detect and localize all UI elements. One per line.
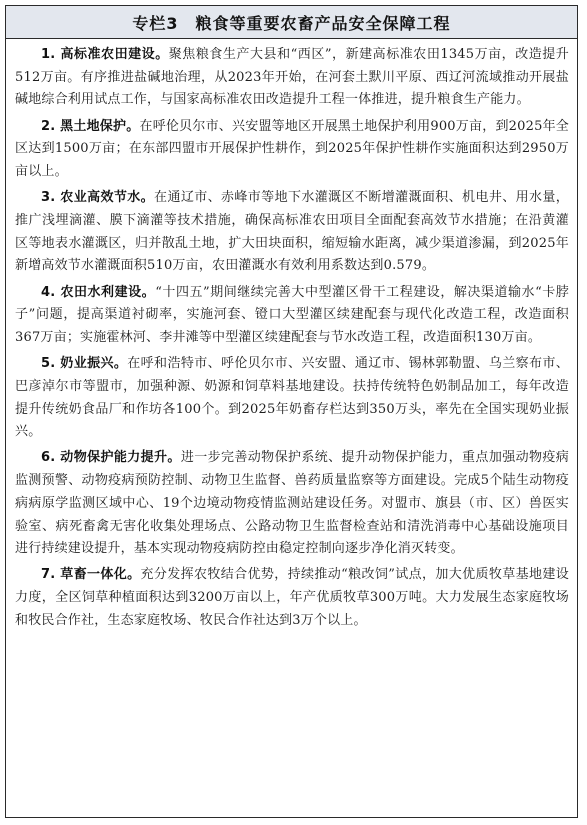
item-text: 在通辽市、赤峰市等地下水灌溉区不断增灌溉面积、机电井、用水量，推广浅埋滴灌、膜下滴灌等技术措施，确保高标准农田项目全面配套高效节水措施；在沿黄灌区等地表水灌溉区，归并散乱土地，扩大田块面积，缩短输水距离，减少渠道渗漏，到2025年新增高效节水灌溉面积510万亩，农田灌溉水有效利用系数达到0.579。: [15, 190, 569, 274]
item-heading: 4. 农田水利建设。: [41, 284, 156, 300]
item-irrigation: [15, 282, 569, 350]
item-dairy: [15, 353, 569, 444]
item-grass-livestock: [15, 564, 569, 632]
item-text: “十四五”期间继续完善大中型灌区骨干工程建设，解决渠道输水“卡脖子”问题，提高渠道衬砌率，实施河套、镫口大型灌区续建配套与现代化改造工程，改造面积367万亩；实施霍林河、李井滩等中型灌区续建配套与节水改造工程，改造面积130万亩。: [15, 284, 570, 345]
item-heading: 3. 农业高效节水。: [41, 190, 155, 206]
item-text: 在呼和浩特市、呼伦贝尔市、兴安盟、通辽市、锡林郭勒盟、乌兰察布市、巴彦淖尔市等盟市，加强种源、奶源和饲草料基地建设。扶持传统特色奶制品加工，每年改造提升传统奶食品厂和作坊各100个。到2025年奶畜存栏达到350万头，率先在全国实现奶业振兴。: [15, 356, 569, 440]
item-heading: 1. 高标准农田建设。: [41, 47, 169, 62]
item-text: 聚焦粮食生产大县和“西区”，新建高标准农田1345万亩，改造提升512万亩。有序推进盐碱地治理，从2023年开始，在河套土默川平原、西辽河流域推动开展盐碱地综合利用试点工作，与国家高标准农田改造提升工程一体推进，提升粮食生产能力。: [15, 47, 570, 108]
item-heading: 5. 奶业振兴。: [41, 356, 128, 372]
item-heading: 7. 草畜一体化。: [41, 567, 141, 583]
column-body: [6, 39, 577, 633]
item-farmland: [15, 44, 569, 112]
item-text: 进一步完善动物保护系统、提升动物保护能力，重点加强动物疫病监测预警、动物疫病预防控制、动物卫生监督、兽药质量监察等方面建设。完成5个陆生动物疫病病原学监测区域中心、19个边境动物疫情监测站建设任务。对盟市、旗县（市、区）兽医实验室、病死畜禽无害化收集处理场点、公路动物卫生监督检查站和清洗消毒中心基础设施项目进行持续建设提升，基本实现动物疫病防控由稳定控制向逐步净化消灭转变。: [15, 450, 569, 557]
item-animal-protection: [15, 447, 569, 561]
column-header: [6, 6, 577, 39]
item-heading: 6. 动物保护能力提升。: [41, 450, 181, 466]
item-text: 在呼伦贝尔市、兴安盟等地区开展黑土地保护利用900万亩，到2025年全区达到1500万亩；在东部四盟市开展保护性耕作，到2025年保护性耕作实施面积达到2950万亩以上。: [15, 118, 569, 180]
item-black-soil: [15, 116, 569, 184]
column-title: 专栏3 粮食等重要农畜产品安全保障工程: [132, 13, 451, 33]
item-water-saving: [15, 187, 569, 278]
item-text: 充分发挥农牧结合优势，持续推动“粮改饲”试点，加大优质牧草基地建设力度，全区饲草种植面积达到3200万亩以上，年产优质牧草300万吨。大力发展生态家庭牧场和牧民合作社，生态家庭牧场、牧民合作社达到3万个以上。: [15, 567, 569, 628]
column-box: [5, 5, 578, 818]
item-heading: 2. 黑土地保护。: [41, 118, 140, 134]
